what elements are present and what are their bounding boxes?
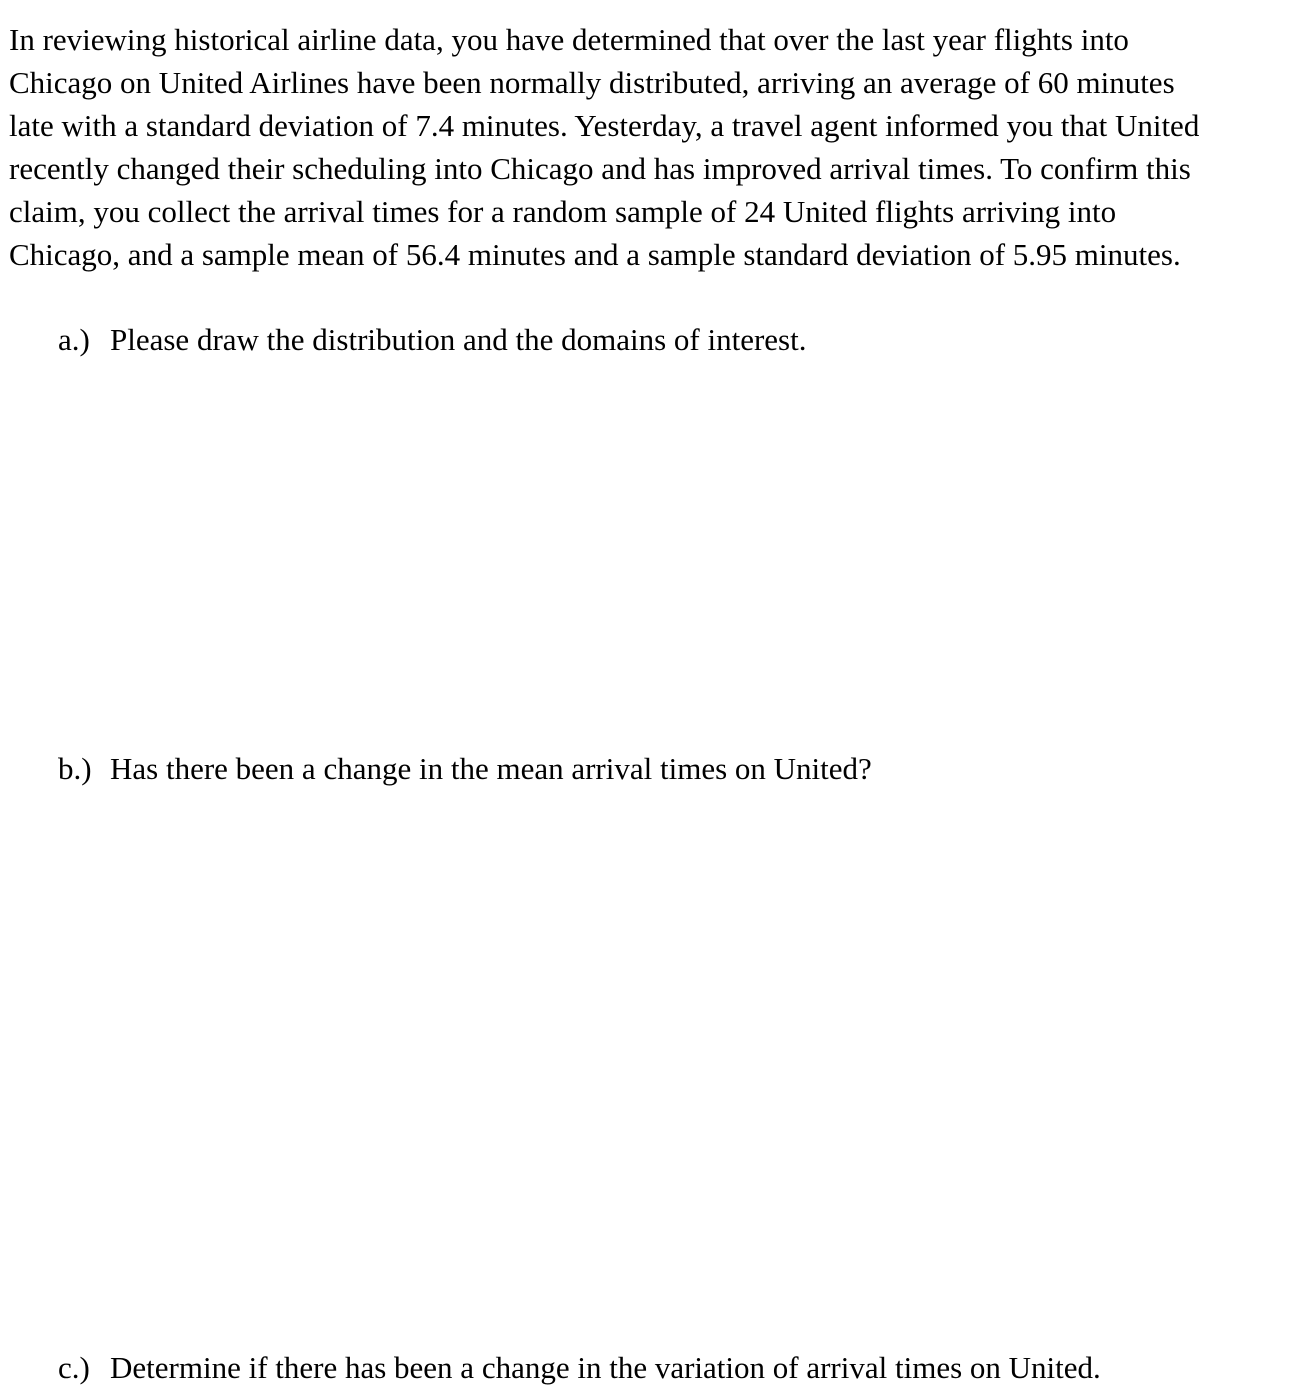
question-c xyxy=(58,1346,1101,1389)
answer-space-a xyxy=(58,365,1258,735)
problem-line: claim, you collect the arrival times for a random sample of 24 United flights arriving into xyxy=(9,194,1117,229)
question-b xyxy=(58,747,872,790)
question-a-text: Please draw the distribution and the domains of interest. xyxy=(110,322,807,357)
question-c-marker: c.) xyxy=(58,1350,90,1385)
problem-line: Chicago on United Airlines have been normally distributed, arriving an average of 60 minutes xyxy=(9,65,1175,100)
problem-statement xyxy=(9,18,1309,276)
question-c-text: Determine if there has been a change in the variation of arrival times on United. xyxy=(110,1350,1101,1385)
problem-line: Chicago, and a sample mean of 56.4 minutes and a sample standard deviation of 5.95 minutes. xyxy=(9,237,1181,272)
problem-line: late with a standard deviation of 7.4 minutes. Yesterday, a travel agent informed you that United xyxy=(9,108,1200,143)
problem-line: recently changed their scheduling into Chicago and has improved arrival times. To confirm this xyxy=(9,151,1191,186)
question-a-marker: a.) xyxy=(58,322,90,357)
answer-space-b xyxy=(58,795,1258,1335)
problem-line: In reviewing historical airline data, you have determined that over the last year flights into xyxy=(9,22,1129,57)
question-b-text: Has there been a change in the mean arrival times on United? xyxy=(110,751,872,786)
question-b-marker: b.) xyxy=(58,751,92,786)
question-a xyxy=(58,318,807,361)
